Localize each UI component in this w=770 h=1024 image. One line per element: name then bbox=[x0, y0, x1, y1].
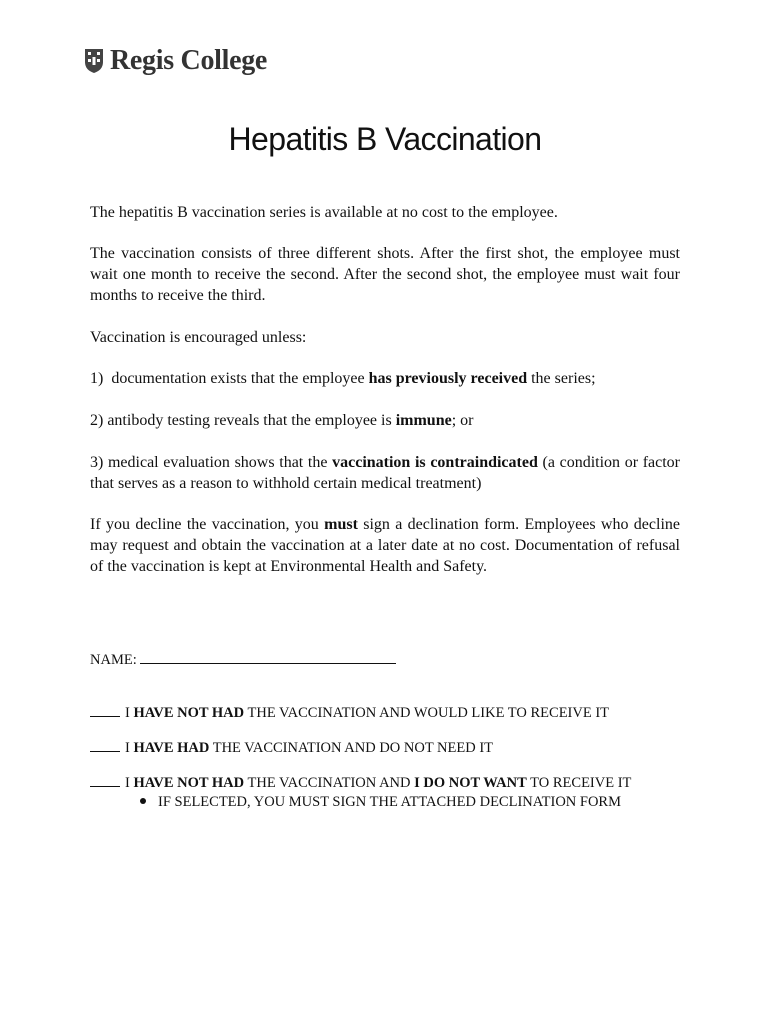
option-not-had-receive: I HAVE NOT HAD THE VACCINATION AND WOULD LIKE TO RECEIVE IT bbox=[90, 704, 609, 722]
option-2-checkline[interactable] bbox=[90, 739, 120, 752]
schedule-paragraph: The vaccination consists of three different shots. After the first shot, the employee must wait one month to receive the second. After the second shot, the employee must wait four months to receive the third. bbox=[90, 245, 680, 304]
condition-2: 2) antibody testing reveals that the employee is immune; or bbox=[90, 412, 474, 429]
name-field[interactable] bbox=[140, 650, 396, 664]
bullet-icon bbox=[140, 798, 146, 804]
decline-paragraph: If you decline the vaccination, you must sign a declination form. Employees who decline may request and obtain the vaccination at a later date at no cost. Documentation of refusal of the vaccination is kept at Environmental Health and Safety. bbox=[90, 516, 680, 575]
intro-paragraph: The hepatitis B vaccination series is available at no cost to the employee. bbox=[90, 204, 558, 221]
option-3-checkline[interactable] bbox=[90, 774, 120, 787]
page-title: Hepatitis B Vaccination bbox=[228, 121, 542, 157]
logo-text: Regis College bbox=[110, 45, 268, 76]
condition-1: 1) documentation exists that the employee has previously received the series; bbox=[90, 370, 596, 387]
option-had: I HAVE HAD THE VACCINATION AND DO NOT NEED IT bbox=[90, 739, 493, 757]
declination-note: IF SELECTED, YOU MUST SIGN THE ATTACHED DECLINATION FORM bbox=[140, 794, 621, 811]
regis-college-logo bbox=[84, 45, 267, 77]
condition-3: 3) medical evaluation shows that the vaccination is contraindicated (a condition or factor that serves as a reason to withhold certain medical treatment) bbox=[90, 454, 681, 492]
name-label: NAME: bbox=[90, 652, 137, 668]
shield-crest-icon bbox=[84, 48, 104, 74]
option-1-checkline[interactable] bbox=[90, 704, 120, 717]
option-not-had-decline: I HAVE NOT HAD THE VACCINATION AND I DO NOT WANT TO RECEIVE IT bbox=[90, 774, 631, 792]
encouraged-unless-text: Vaccination is encouraged unless: bbox=[90, 329, 307, 346]
name-row bbox=[90, 650, 396, 669]
